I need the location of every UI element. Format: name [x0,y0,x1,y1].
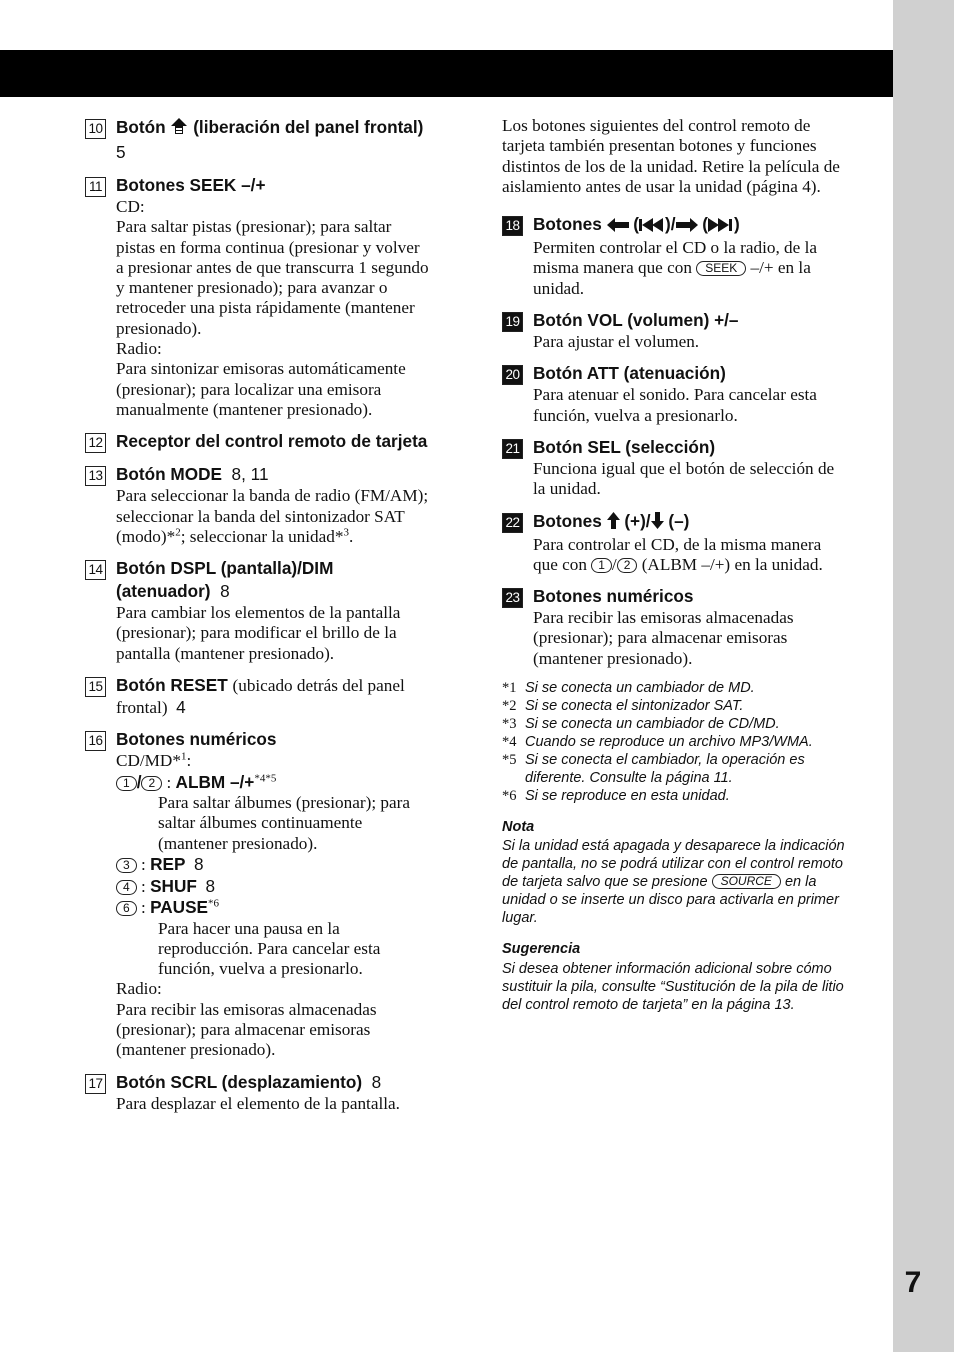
item-heading: Botón SCRL (desplazamiento) [116,1071,363,1092]
text-line: (modo)*$^2$; seleccionar la unidad*$^3$. [116,526,354,546]
item-number: 23 [502,588,523,608]
text-line: frontal) [116,698,168,718]
text-line: Para seleccionar la banda de radio (FM/AM); [116,486,429,506]
item-heading: Botón [116,117,166,137]
item-number: 21 [502,439,523,459]
rep-label: REP [150,854,186,875]
key-4: 4 [116,880,137,895]
item-number: 14 [85,560,106,580]
text-line: Para atenuar el sonido. Para cancelar esta [533,385,817,405]
item-heading: Receptor del control remoto de tarjeta [116,431,428,452]
item-16: 16 Botones numéricos CD/MD*$^1$: 1 / 2 : ALBM –/+$^{*4*5}$ Para saltar álbumes (presionar); para saltar álbumes continuamente (mantener presionado). 3 : REP 8 4 : SHUF 8 6 : PAUSE$^{*6}$ Para hacer una pausa en la reproducción. Para cancelar esta función, vuelva a presionarlo. Radio: Para recibir las emisoras almacenadas (presionar); para almacenar emisoras (mantener presionado). [85,728,470,1060]
text-line: Para hacer una pausa en la [158,918,340,938]
text-line: Para recibir las emisoras almacenadas [533,608,794,628]
footnote: *3 Si se conecta un cambiador de CD/MD. [502,716,780,733]
item-20 [502,362,886,426]
key-1: 1 [591,558,612,573]
item-number: 16 [85,731,106,751]
header-bar [0,50,893,97]
item-heading: Botones [533,214,602,235]
item-heading: Botón ATT (atenuación) [533,363,726,384]
page-number: 7 [904,1266,922,1299]
text-line: CD: [116,197,145,216]
item-heading: Botones numéricos [116,729,277,750]
text-line: Permiten controlar el CD o la radio, de la [533,238,817,258]
source-key: SOURCE [712,874,781,889]
tip-title: Sugerencia [502,941,581,958]
item-number: 15 [85,677,106,697]
item-18: 18 Botones ( )/ ( ) Permiten controlar el CD o la radio, de la misma manera que con SEEK –/+ en la unidad. [502,213,886,299]
eject-release-icon [170,117,188,141]
text-line: (mantener presionado). [533,648,693,668]
item-number: 22 [502,513,523,533]
item-heading: Botón RESET [116,675,228,696]
page-ref: 8 [205,875,216,896]
text-line: Funciona igual que el botón de selección de [533,458,835,478]
item-number: 17 [85,1074,106,1094]
key-1: 1 [116,776,137,791]
item-heading: (liberación del panel frontal) [193,117,424,137]
footnote: *1 Si se conecta un cambiador de MD. [502,680,755,697]
item-number: 10 [85,119,106,139]
text-line: retroceder una pista rápidamente (mantener [116,298,415,318]
text-line: unidad. [533,278,585,298]
item-number: 18 [502,216,523,236]
arrow-down-icon [651,512,664,535]
tip-text: Si desea obtener información adicional sobre cómo sustituir la pila, consulte “Sustitución de la pila de litio del control remoto de tarjeta” en la página 13. [502,960,844,1013]
arrow-right-icon [676,215,698,238]
item-23 [502,585,886,669]
item-heading: Botones SEEK –/+ [116,175,266,195]
text-line: Para recibir las emisoras almacenadas [116,999,377,1019]
text-line: Radio: [116,339,162,359]
key-2: 2 [141,776,162,791]
item-heading: Botón DSPL (pantalla)/DIM [116,558,334,579]
item-number: 12 [85,433,106,453]
shuf-label: SHUF [150,875,197,896]
footnote: *4 Cuando se reproduce un archivo MP3/WMA. [502,734,813,751]
text-line: pantalla (mantener presionado). [116,643,335,663]
text-line: pistas en forma continua (presionar y volver [116,237,420,257]
note-title: Nota [502,819,535,836]
text-line: Radio: [116,979,162,999]
text-line: saltar álbumes continuamente [158,813,363,833]
item-heading: Botones [533,510,602,531]
arrow-left-icon [607,215,629,238]
key-3: 3 [116,858,137,873]
text-line: Para saltar pistas (presionar); para saltar [116,217,392,237]
text-line: y mantener presionado); para avanzar o [116,278,388,298]
text-line: función, vuelva a presionarlo. [158,959,363,979]
page-ref: 8 [371,1071,382,1092]
footnote: *6 Si se reproduce en esta unidad. [502,788,730,805]
text-line: Para controlar el CD, de la misma manera [533,534,822,554]
text-line: Para cambiar los elementos de la pantalla [116,603,401,623]
item-22: 22 Botones (+)/ (–) Para controlar el CD, de la misma manera que con 1 / 2 (ALBM –/+) en la unidad. [502,510,886,576]
item-19 [502,309,886,352]
text-line: (presionar); para almacenar emisoras [533,628,788,648]
item-number: 20 [502,365,523,385]
item-number: 13 [85,466,106,486]
text-line: la unidad. [533,479,601,499]
text-line: seleccionar la banda del sintonizador SAT [116,506,405,526]
footnote: *5 Si se conecta el cambiador, la operación es diferente. Consulte la página 11. [502,752,805,787]
item-heading: Botón SEL (selección) [533,436,716,457]
item-number: 19 [502,312,523,332]
page-edge-tab [893,0,954,1352]
item-10 [85,116,470,164]
key-2: 2 [617,558,638,573]
text-line: reproducción. Para cancelar esta [158,938,381,958]
item-heading: Botón VOL (volumen) +/– [533,310,739,331]
footnote: *2 Si se conecta el sintonizador SAT. [502,698,744,715]
text-line: función, vuelva a presionarlo. [533,405,738,425]
seek-key: SEEK [696,261,746,276]
item-15 [85,674,470,718]
text-line: Para saltar álbumes (presionar); para [158,793,410,813]
intro-paragraph: Los botones siguientes del control remoto de tarjeta también presentan botones y funciones distintos de los de la unidad. Retire la película de aislamiento antes de usar la unidad (página 4). [502,116,840,196]
text-line: Para desplazar el elemento de la pantalla. [116,1093,400,1113]
page-ref: 4 [176,697,186,718]
footnotes [502,679,886,805]
pause-label: PAUSE [150,897,209,918]
item-13 [85,463,470,547]
item-heading: Botones numéricos [533,586,694,607]
next-track-icon [708,215,734,238]
page-ref: 8 [194,854,204,875]
text-line: (presionar); para localizar una emisora [116,379,382,399]
text-line: (ubicado detrás del panel [232,676,405,696]
item-14 [85,557,470,664]
item-11 [85,174,470,420]
left-column [85,116,470,1124]
key-6: 6 [116,901,137,916]
text-line: Para sintonizar emisoras automáticamente [116,359,406,379]
item-21 [502,436,886,500]
arrow-up-icon [607,512,620,535]
text-line: (presionar); para almacenar emisoras [116,1020,371,1040]
page-ref: 5 [116,142,126,162]
previous-track-icon [639,215,665,238]
text-line: presionado). [116,318,202,338]
item-heading: Botón MODE [116,464,222,485]
item-12 [85,430,470,453]
text-line: a presionar antes de que transcurra 1 segundo [116,257,429,277]
text-line: (mantener presionado). [158,833,318,853]
text-line: manualmente (mantener presionado). [116,399,373,419]
albm-label: ALBM –/+ [175,771,255,792]
note-text: Si la unidad está apagada y desaparece la indicación de pantalla, no se podrá utilizar con el control remoto de tarjeta salvo que se presione SOURCE en la unidad o se inserte un disco para activarla en primer lugar. [502,838,845,927]
text-line: (mantener presionado). [116,1040,276,1060]
item-17 [85,1071,470,1114]
page-ref: 8 [220,581,230,602]
item-number: 11 [85,177,106,197]
right-column [502,116,886,1014]
page-ref: 8, 11 [231,464,269,485]
item-heading: (atenuador) [116,581,211,602]
text-line: (presionar); para modificar el brillo de la [116,623,397,643]
text-line: Para ajustar el volumen. [533,332,700,352]
